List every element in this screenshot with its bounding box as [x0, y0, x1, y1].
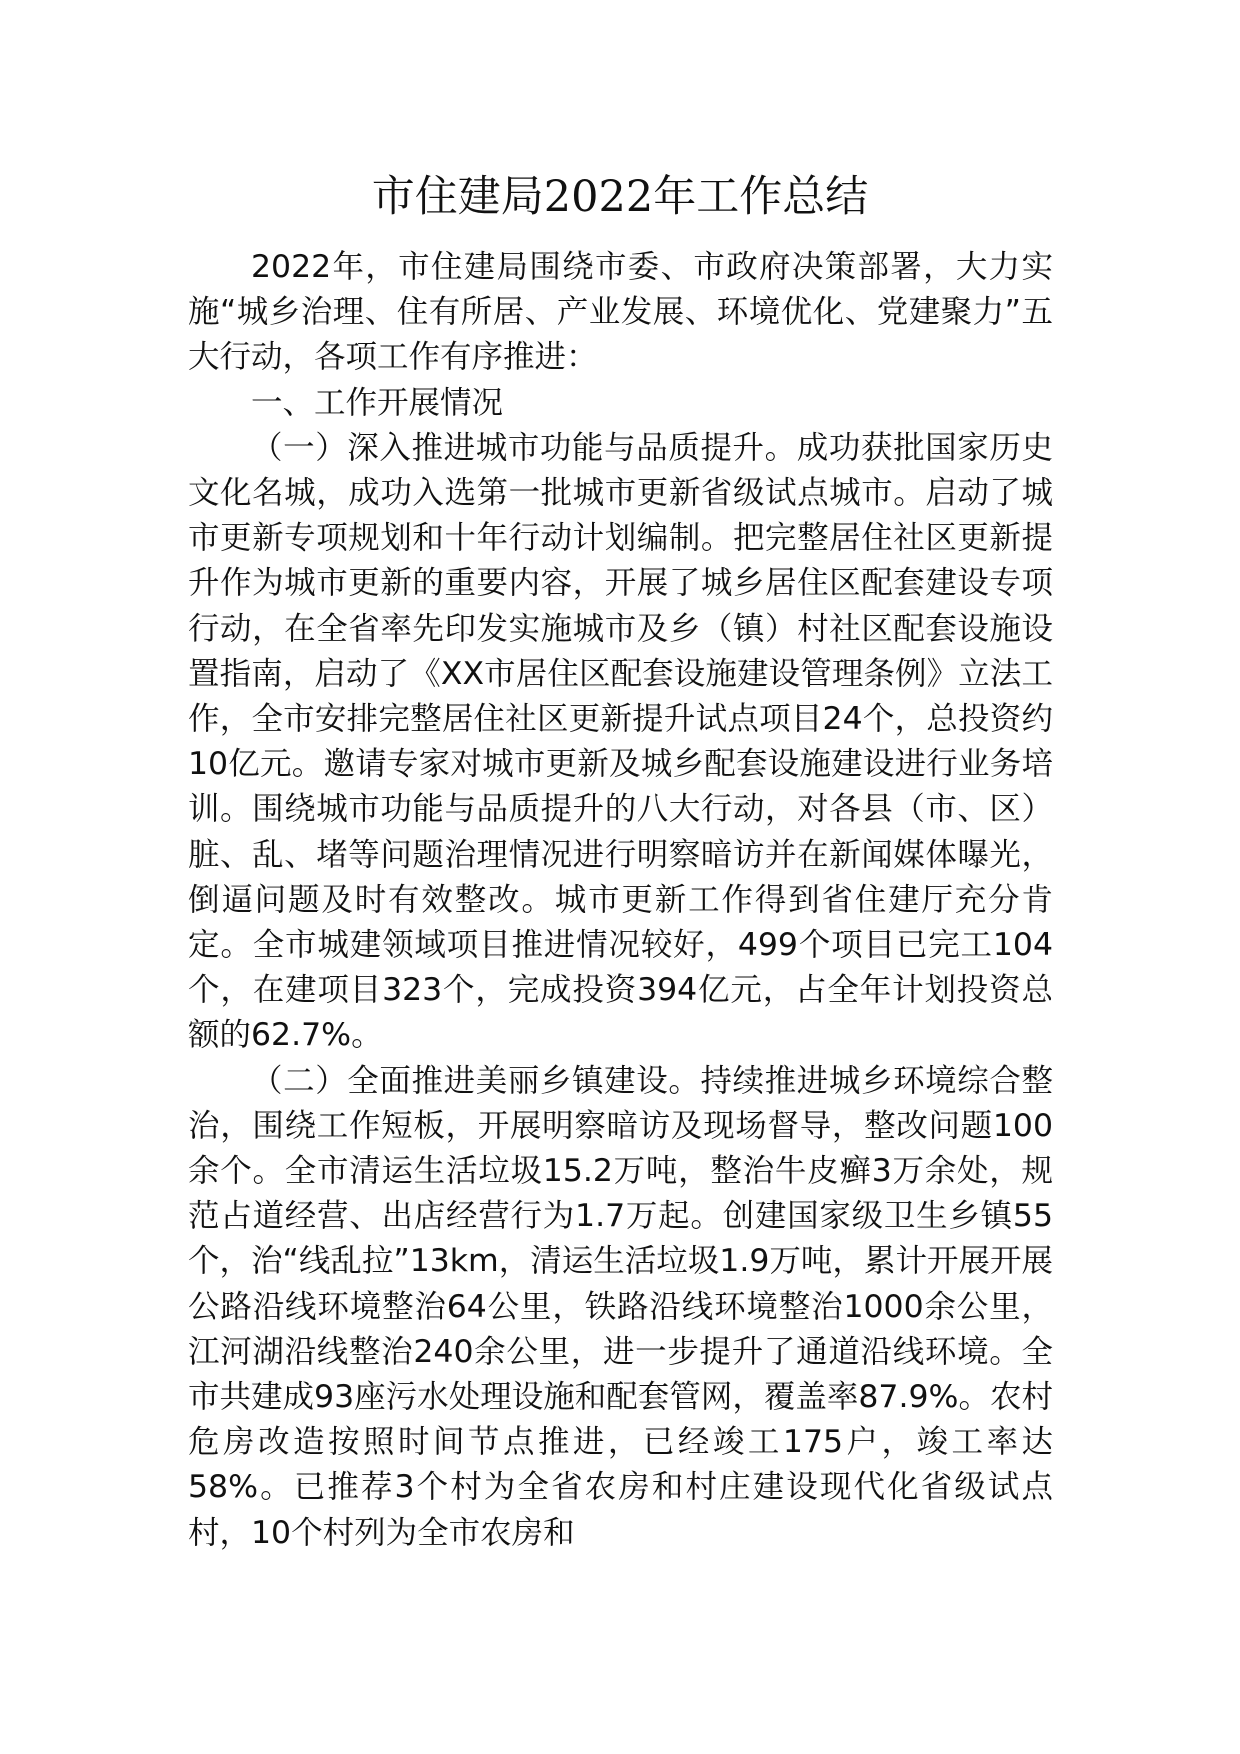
intro-paragraph: 2022年，市住建局围绕市委、市政府决策部署，大力实施“城乡治理、住有所居、产业发展、环境优化、党建聚力”五大行动，各项工作有序推进：	[188, 249, 1053, 376]
paragraph-urban-renewal: （一）深入推进城市功能与品质提升。成功获批国家历史文化名城，成功入选第一批城市更新省级试点城市。启动了城市更新专项规划和十年行动计划编制。把完整居住社区更新提升作为城市更新的重要内容，开展了城乡居住区配套建设专项行动，在全省率先印发实施城市及乡（镇）村社区配套设施设置指南，启动了《XX市居住区配套设施建设管理条例》立法工作，全市安排完整居住社区更新提升试点项目24个，总投资约10亿元。邀请专家对城市更新及城乡配套设施建设进行业务培训。围绕城市功能与品质提升的八大行动，对各县（市、区）脏、乱、堵等问题治理情况进行明察暗访并在新闻媒体曝光，倒逼问题及时有效整改。城市更新工作得到省住建厅充分肯定。全市城建领域项目推进情况较好，499个项目已完工104个，在建项目323个，完成投资394亿元，占全年计划投资总额的62.7%。	[188, 429, 1053, 1054]
document-title: 市住建局2022年工作总结	[371, 172, 869, 222]
paragraph-beautiful-towns: （二）全面推进美丽乡镇建设。持续推进城乡环境综合整治，围绕工作短板，开展明察暗访及现场督导，整改问题100余个。全市清运生活垃圾15.2万吨，整治牛皮癣3万余处，规范占道经营、出店经营行为1.7万起。创建国家级卫生乡镇55个，治“线乱拉”13km，清运生活垃圾1.9万吨，累计开展开展公路沿线环境整治64公里，铁路沿线环境整治1000余公里，江河湖沿线整治240余公里，进一步提升了通道沿线环境。全市共建成93座污水处理设施和配套管网，覆盖率87.9%。农村危房改造按照时间节点推进，已经竣工175户，竣工率达58%。已推荐3个村为全省农房和村庄建设现代化省级试点村，10个村列为全市农房和	[188, 1062, 1053, 1551]
section-heading: 一、工作开展情况	[251, 384, 504, 421]
document-body	[188, 245, 1053, 1556]
